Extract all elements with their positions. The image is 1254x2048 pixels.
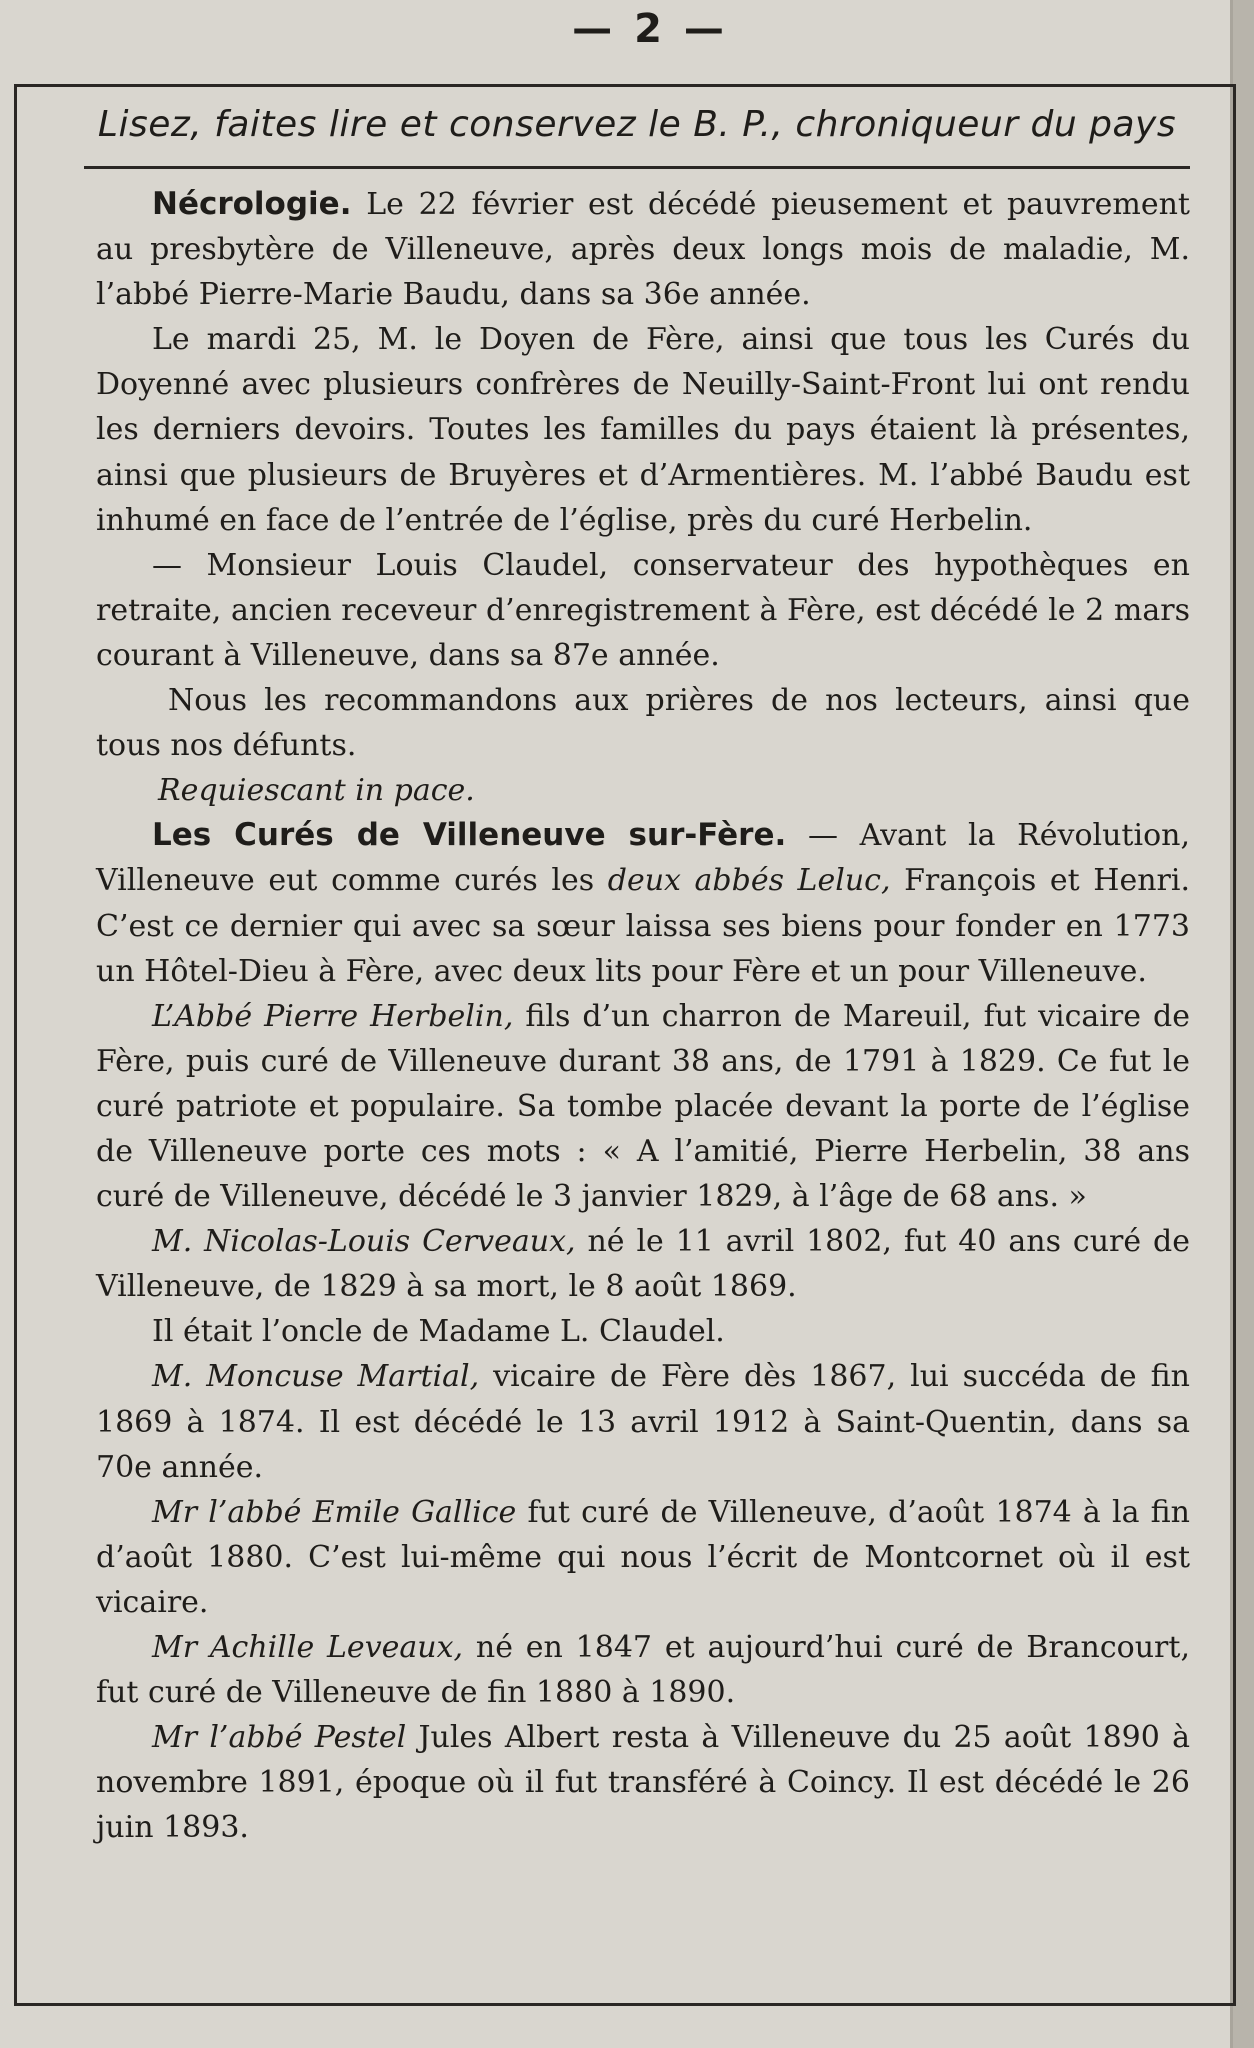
article-body [96,182,1190,1850]
cerveaux-name: M. Nicolas-Louis Cerveaux, [152,1224,576,1260]
cures-paragraph-6 [96,1490,1190,1625]
cures-heading: Les Curés de Villeneuve sur-Fère. [152,817,787,854]
leveaux-text: né en 1847 et aujourd’hui curé de Brancourt, fut curé de Villeneuve de fin 1880 à 1890. [96,1630,1190,1711]
necrologie-text-1: Le 22 février est décédé pieusement et pauvrement au presbytère de Villeneuve, après deux longs mois de maladie, M. l’abbé Pierre-Marie Baudu, dans sa 36e année. [96,187,1190,313]
cures-paragraph-7 [96,1625,1190,1715]
header-divider [84,166,1190,169]
pestel-text: Jules Albert resta à Villeneuve du 25 août 1890 à novembre 1891, époque où il fut transféré à Coincy. Il est décédé le 26 juin 1893. [96,1720,1190,1846]
moncuse-name: M. Moncuse Martial, [152,1359,480,1395]
gallice-text: fut curé de Villeneuve, d’août 1874 à la fin d’août 1880. C’est lui-même qui nous l’écrit de Montcornet où il est vicaire. [96,1494,1190,1620]
moncuse-text: vicaire de Fère dès 1867, lui succéda de fin 1869 à 1874. Il est décédé le 13 avril 1912 à Saint-Quentin, dans sa 70e année. [96,1359,1190,1485]
pestel-name: Mr l’abbé Pestel [152,1720,407,1756]
leveaux-name: Mr Achille Leveaux, [152,1630,464,1665]
necrologie-text-2: Le mardi 25, M. le Doyen de Fère, ainsi que tous les Curés du Doyenné avec plusieurs confrères de Neuilly-Saint-Front lui ont rendu les derniers devoirs. Toutes les familles du pays étaient là présentes, ainsi que plusieurs de Bruyères et d’Armentières. M. l’abbé Baudu est inhumé en face de l’entrée de l’église, près du curé Herbelin. [96,322,1190,538]
cures-paragraph-2 [96,994,1190,1219]
herbelin-name: L’Abbé Pierre Herbelin, [152,998,514,1034]
cures-text-1: François et Henri. C’est ce dernier qui avec sa sœur laissa ses biens pour fonder en 1773 un Hôtel-Dieu à Fère, avec deux lits pour Fère et un pour Villeneuve. [96,863,1190,989]
necrologie-paragraph [96,182,1190,317]
cures-paragraph-5 [96,1354,1190,1489]
cures-paragraph-3 [96,1219,1190,1309]
necrologie-text-4: Nous les recommandons aux prières de nos lecteurs, ainsi que tous nos défunts. [96,683,1190,764]
necrologie-closing: Requiescant in pace. [158,773,475,809]
leluc-names: deux abbés Leluc, [607,863,891,899]
cures-paragraph-1 [96,813,1190,993]
cerveaux-text: né le 11 avril 1802, fut 40 ans curé de Villeneuve, de 1829 à sa mort, le 8 août 1869. [96,1224,1190,1305]
necrologie-text-3: — Monsieur Louis Claudel, conservateur des hypothèques en retraite, ancien receveur d’enregistrement à Fère, est décédé le 2 mars courant à Villeneuve, dans sa 87e année. [96,547,1190,673]
cures-paragraph-8 [96,1715,1190,1850]
masthead-slogan: Lisez, faites lire et conservez le B. P., chroniqueur du pays [97,104,1177,145]
gallice-name: Mr l’abbé Emile Gallice [152,1494,517,1530]
cures-text-4: Il était l’oncle de Madame L. Claudel. [152,1314,725,1350]
cures-intro: — Avant la Révolution, Villeneuve eut comme curés les [96,818,1190,899]
herbelin-text: fils d’un charron de Mareuil, fut vicaire de Fère, puis curé de Villeneuve durant 38 ans, de 1791 à 1829. Ce fut le curé patriote et populaire. Sa tombe placée devant la porte de l’église de Villeneuve porte ces mots : « A l’amitié, Pierre Herbelin, 38 ans curé de Villeneuve, décédé le 3 janvier 1829, à l’âge de 68 ans. » [96,998,1190,1215]
necrologie-heading: Nécrologie. [152,186,352,222]
page-number: — 2 — [572,6,728,52]
